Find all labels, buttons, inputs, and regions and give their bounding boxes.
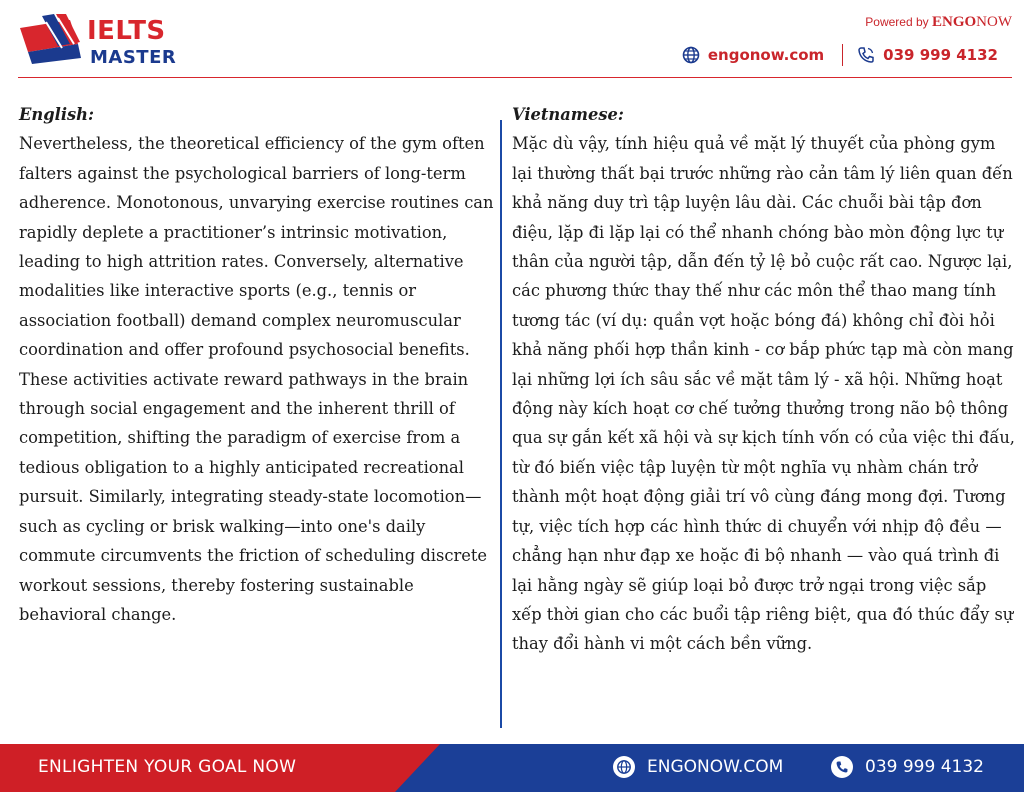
logo-mark-icon [18, 14, 86, 66]
powered-by-label [865, 14, 1012, 31]
header-contact [682, 44, 998, 66]
vietnamese-column [512, 100, 1018, 659]
footer-website-link[interactable]: ENGONOW.COM [647, 757, 784, 777]
logo-text-ielts: IELTS [87, 16, 166, 46]
vietnamese-heading: Vietnamese: [512, 105, 624, 124]
english-column [19, 100, 499, 629]
english-heading: English: [19, 105, 95, 124]
powered-brand-part2: NOW [976, 14, 1012, 30]
phone-icon [831, 756, 853, 778]
globe-icon [682, 46, 700, 64]
phone-icon [857, 46, 875, 64]
globe-icon [613, 756, 635, 778]
header-contact-divider [842, 44, 843, 66]
logo-text-master: MASTER [90, 47, 177, 68]
header-divider [18, 77, 1012, 78]
powered-by-text: Powered by [865, 15, 932, 29]
header-phone-link[interactable]: 039 999 4132 [883, 46, 998, 64]
english-paragraph: Nevertheless, the theoretical efficiency of the gym often falters against the psychological barriers of long-term adherence. Monotonous, unvarying exercise routines can rapidly deplete a practitioner’s intrinsic motivation, leading to high attrition rates. Conversely, alternative modalities like interactive sports (e.g., tennis or association football) demand complex neuromuscular coordination and offer profound psychosocial benefits. These activities activate reward pathways in the brain through social engagement and the inherent thrill of competition, shifting the paradigm of exercise from a tedious obligation to a highly anticipated recreational pursuit. Similarly, integrating steady-state locomotion—such as cycling or brisk walking—into one's daily commute circumvents the friction of scheduling discrete workout sessions, thereby fostering sustainable behavioral change. [19, 134, 494, 624]
column-divider [500, 120, 502, 728]
footer-website[interactable] [613, 756, 783, 778]
page-footer [0, 744, 1024, 792]
ielts-master-logo[interactable] [18, 12, 188, 72]
page-header [0, 0, 1024, 80]
footer-phone-link[interactable]: 039 999 4132 [865, 757, 984, 777]
footer-phone[interactable] [831, 756, 984, 778]
header-website-link[interactable]: engonow.com [707, 46, 825, 64]
powered-brand-part1: ENGO [931, 14, 977, 30]
vietnamese-paragraph: Mặc dù vậy, tính hiệu quả về mặt lý thuyết của phòng gym lại thường thất bại trước những rào cản tâm lý liên quan đến khả năng duy trì tập luyện lâu dài. Các chuỗi bài tập đơn điệu, lặp đi lặp lại có thể nhanh chóng bào mòn động lực tự thân của người tập, dẫn đến tỷ lệ bỏ cuộc rất cao. Ngược lại, các phương thức thay thế như các môn thể thao mang tính tương tác (ví dụ: quần vợt hoặc bóng đá) không chỉ đòi hỏi khả năng phối hợp thần kinh - cơ bắp phức tạp mà còn mang lại những lợi ích sâu sắc về mặt tâm lý - xã hội. Những hoạt động này kích hoạt cơ chế tưởng thưởng trong não bộ thông qua sự gắn kết xã hội và sự kịch tính vốn có của việc thi đấu, từ đó biến việc tập luyện từ một nghĩa vụ nhàm chán trở thành một hoạt động giải trí vô cùng đáng mong đợi. Tương tự, việc tích hợp các hình thức di chuyển với nhịp độ đều — chẳng hạn như đạp xe hoặc đi bộ nhanh — vào quá trình đi lại hằng ngày sẽ giúp loại bỏ được trở ngại trong việc sắp xếp thời gian cho các buổi tập riêng biệt, qua đó thúc đẩy sự thay đổi hành vi một cách bền vững. [512, 134, 1015, 654]
footer-slogan: ENLIGHTEN YOUR GOAL NOW [38, 757, 297, 777]
